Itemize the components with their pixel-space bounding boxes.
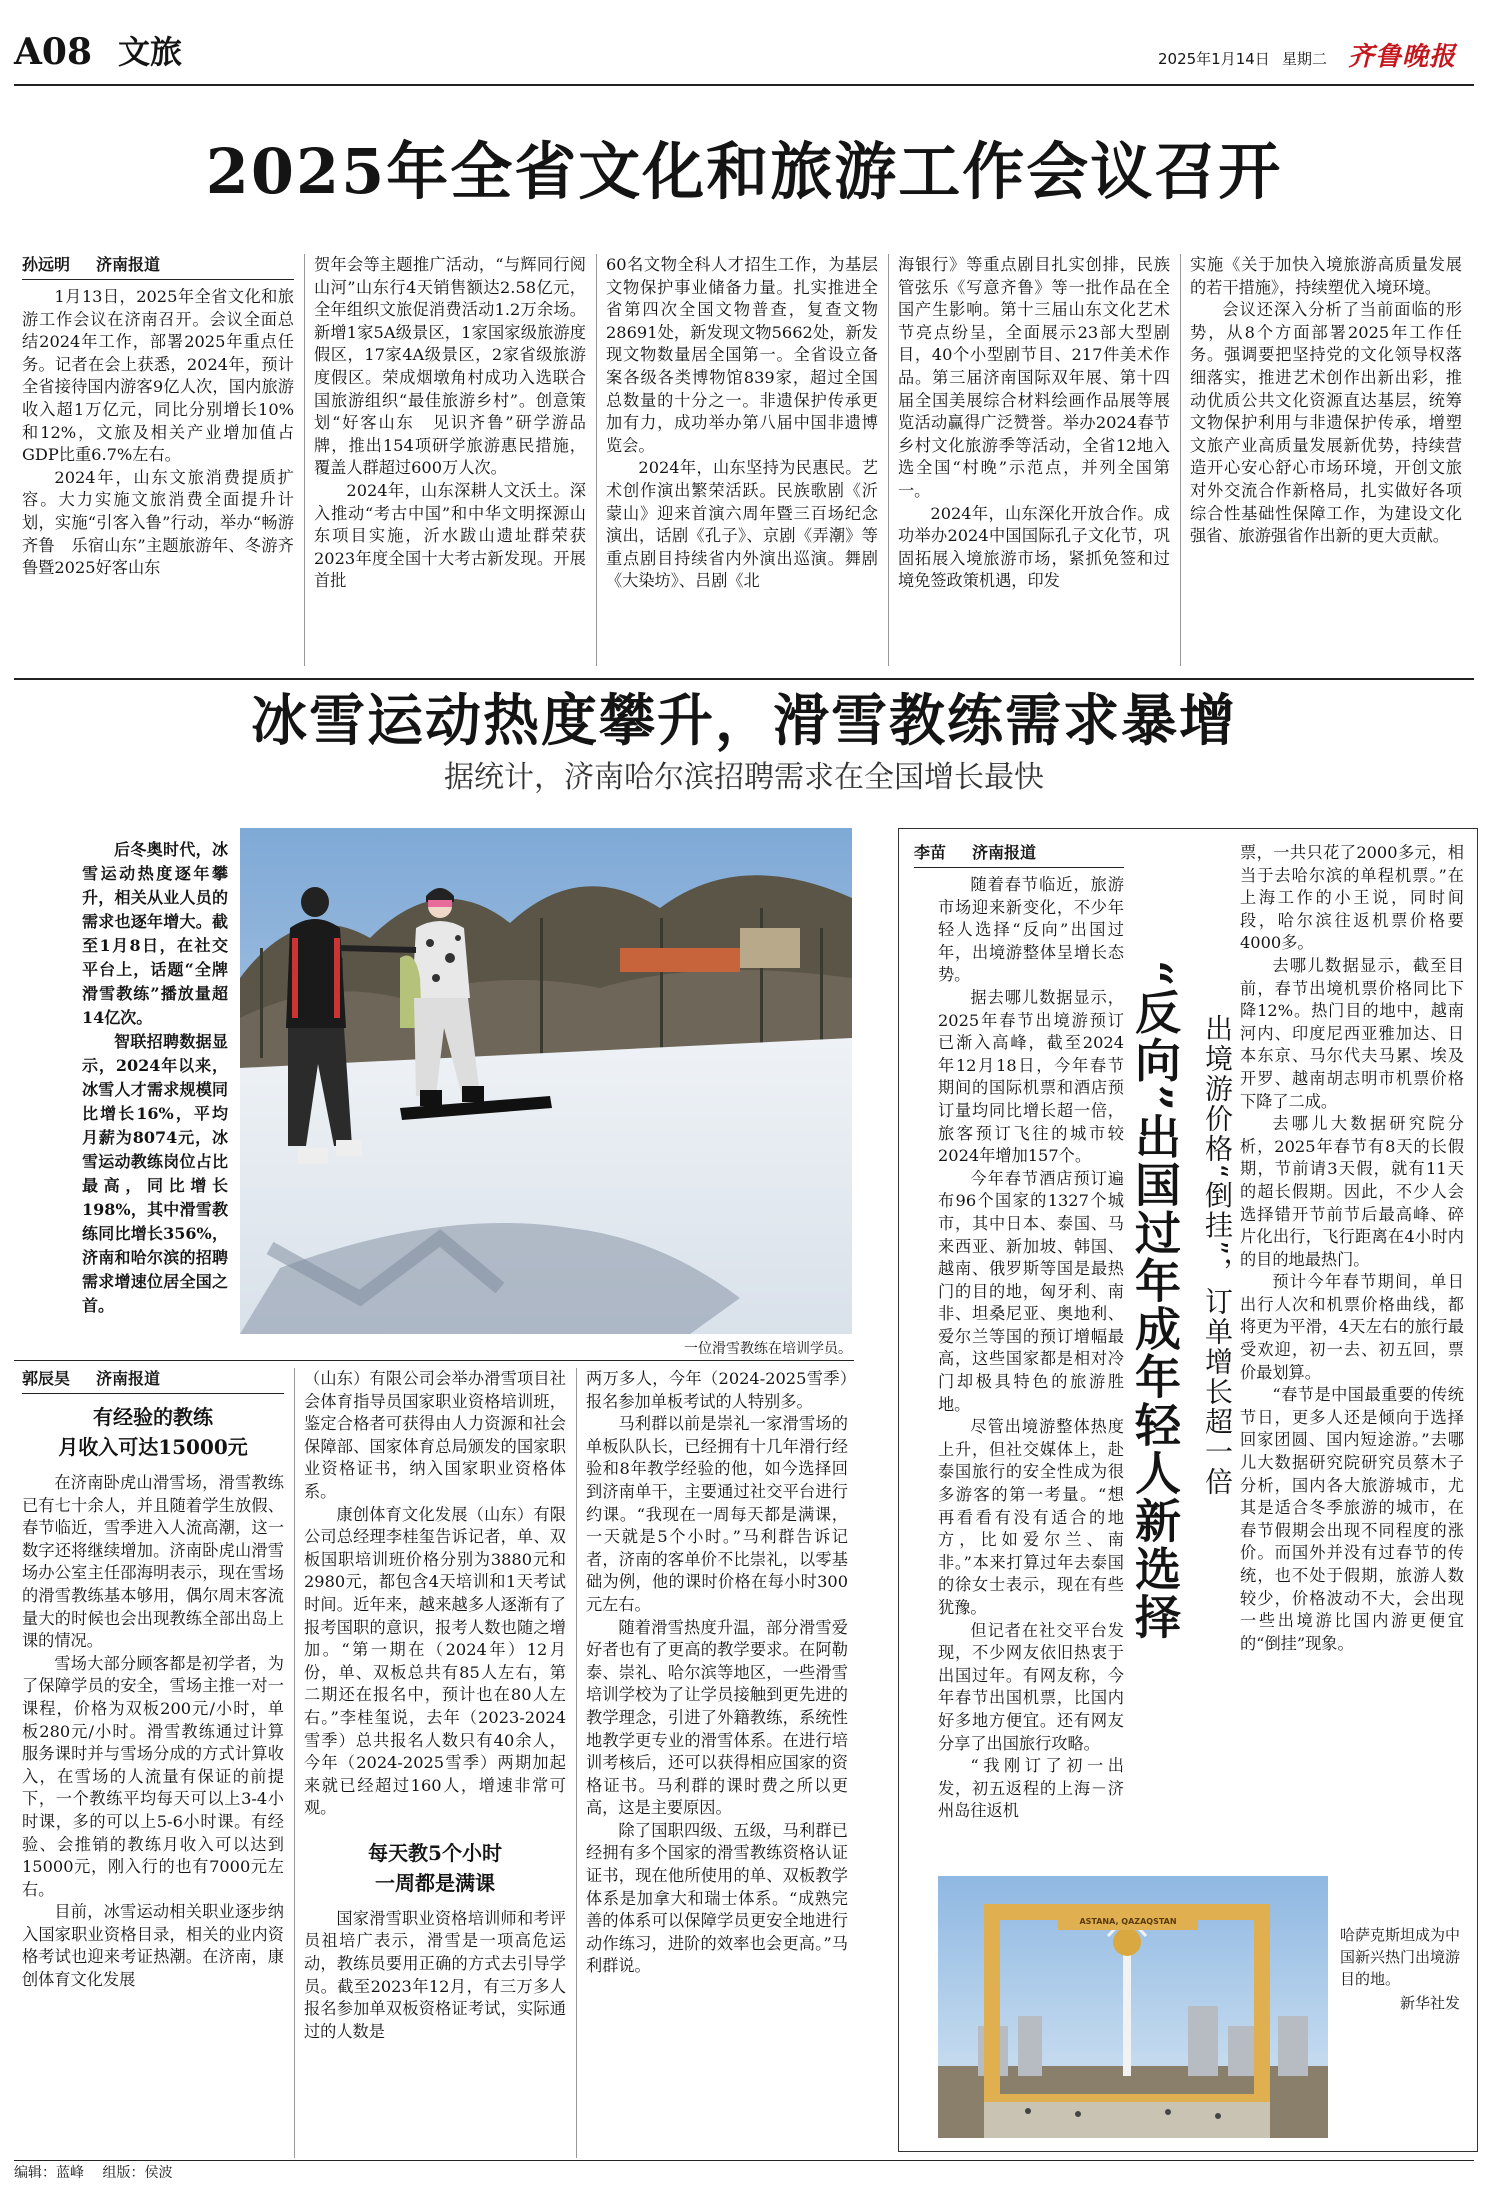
article2-paragraph: （山东）有限公司会举办滑雪项目社会体育指导员国家职业资格培训班，鉴定合格者可获得由人力资源和社会保障部、国家体育总局颁发的国家职业资格证书，纳入国家职业资格体系。 xyxy=(304,1369,566,1501)
ski-photo-caption: 一位滑雪教练在培训学员。 xyxy=(684,1341,852,1357)
article3-paragraph: “我刚订了初一出发，初五返程的上海－济州岛往返机 xyxy=(938,1756,1124,1821)
ski-photo xyxy=(240,828,852,1334)
article1-paragraph: 2024年，山东深化开放合作。成功举办2024中国国际孔子文化节，巩固拓展入境旅游市场，紧抓免签和过境免签政策机遇，印发 xyxy=(898,503,1170,591)
footer-credits xyxy=(14,2164,172,2182)
article2-column-1 xyxy=(22,1368,284,2158)
article2-paragraph: 目前，冰雪运动相关职业逐步纳入国家职业资格目录，相关的业内资格考试也迎来考证热潮。在济南，康创体育文化发展 xyxy=(22,1902,284,1990)
article2-headline: 冰雪运动热度攀升，滑雪教练需求暴增 xyxy=(251,688,1237,754)
subheading-line: 月收入可达15000元 xyxy=(58,1435,248,1459)
article3-byline xyxy=(914,842,1124,868)
article1-column-3 xyxy=(606,254,878,674)
issue-date: 2025年1月14日 xyxy=(1158,50,1270,68)
subheading-line: 一周都是满课 xyxy=(375,1870,495,1895)
layout-name: 侯波 xyxy=(144,2165,173,2181)
article3-paragraph: 去哪儿数据显示，截至目前，春节出境机票价格同比下降12%。热门目的地中，越南河内、印度尼西亚雅加达、日本东京、马尔代夫马累、埃及开罗、越南胡志明市机票价格下降了二成。 xyxy=(1240,955,1464,1111)
subheading-line: 有经验的教练 xyxy=(93,1405,213,1429)
article3-paragraph: 今年春节酒店预订遍布96个国家的1327个城市，其中日本、泰国、马来西亚、新加坡、韩国、越南、俄罗斯等国是最热门的目的地，匈牙利、南非、坦桑尼亚、奥地利、爱尔兰等国的预订增幅最高，这些国家都是相对冷门却极具特色的旅游胜地。 xyxy=(938,1168,1124,1414)
column-divider xyxy=(1180,254,1181,666)
article2-lead-paragraph: 后冬奥时代，冰雪运动热度逐年攀升，相关从业人员的需求也逐年增大。截至1月8日，在社交平台上，话题“全牌滑雪教练”播放量超14亿次。 xyxy=(82,840,228,1027)
article2-paragraph: 除了国职四级、五级，马利群已经拥有多个国家的滑雪教练资格认证证书，现在他所使用的单、双板教学体系是加拿大和瑞士体系。“成熟完善的体系可以保障学员更安全地进行动作练习，进阶的效率也会更高。”马利群说。 xyxy=(586,1820,848,1976)
article1-paragraph: 海银行》等重点剧目扎实创排，民族管弦乐《写意齐鲁》等一批作品在全国产生影响。第十三届山东文化艺术节亮点纷呈，全面展示23部大型剧目，40个小型剧节目、217件美术作品。第三届济南国际双年展、第十四届全国美展综合材料绘画作品展等展览活动赢得广泛赞誉。举办2024春节乡村文化旅游季等活动，全省12地入选全国“村晚”示范点，并列全国第一。 xyxy=(898,255,1170,500)
section-rule xyxy=(14,678,1474,680)
article1-outlet: 济南报道 xyxy=(96,255,161,274)
article1-paragraph: 实施《关于加快入境旅游高质量发展的若干措施》，持续塑优入境环境。 xyxy=(1190,255,1462,297)
article1-author: 孙远明 xyxy=(22,255,71,274)
article2-paragraph: 在济南卧虎山滑雪场，滑雪教练已有七十余人，并且随着学生放假、春节临近，雪季进入人流高潮，这一数字还将继续增加。济南卧虎山滑雪场办公室主任邵海明表示，现在雪场的滑雪教练基本够用，偶尔周末客流量大的时候也会出现教练全部出岛上课的情况。 xyxy=(22,1473,284,1651)
astana-photo-caption xyxy=(1340,1924,1460,2014)
article3-paragraph: 据去哪儿数据显示，2025年春节出境游预订已渐入高峰，截至2024年12月18日，今年春节期间的国际机票和酒店预订量均同比增长超一倍，旅客预订飞往的城市较2024年增加157个。 xyxy=(938,987,1124,1166)
article3-column-2 xyxy=(1240,842,1464,1866)
caption-text: 哈萨克斯坦成为中国新兴热门出境游目的地。 xyxy=(1340,1926,1461,1988)
article2-body-rule xyxy=(14,1360,854,1361)
article2-outlet: 济南报道 xyxy=(96,1369,161,1388)
article1-paragraph: 2024年，山东深耕人文沃土。深入推动“考古中国”和中华文明探源山东项目实施，沂水跋山遗址群荣获2023年度全国十大考古新发现。开展首批 xyxy=(314,480,586,591)
article1-column-4 xyxy=(898,254,1170,674)
article1-column-5 xyxy=(1190,254,1462,674)
paper-logo: 齐鲁晚报 xyxy=(1348,42,1457,72)
column-divider xyxy=(304,254,305,666)
article1-headline: 2025年全省文化和旅游工作会议召开 xyxy=(205,135,1283,208)
article1-column-1 xyxy=(22,254,294,674)
article3-author: 李苗 xyxy=(914,843,947,862)
article2-paragraph: 雪场大部分顾客都是初学者，为了保障学员的安全，雪场主推一对一课程，价格为双板200元/小时，单板280元/小时。滑雪教练通过计算服务课时并与雪场分成的方式计算收入，在雪场的人流量有保证的前提下，一个教练平均每天可以上3-4小时课，多的可以上5-6小时课。有经验、会推销的教练月收入可以达到15000元，刚入行的也有7000元左右。 xyxy=(22,1653,284,1899)
article2-author: 郭辰昊 xyxy=(22,1369,71,1388)
article1-paragraph: 贺年会等主题推广活动，“与辉同行阅山河”山东行4天销售额达2.58亿元，全年组织文旅促消费活动1.2万余场。新增1家5A级景区，1家国家级旅游度假区，17家4A级景区，2家省级旅游度假区。荣成烟墩角村成功入选联合国旅游组织“最佳旅游乡村”。创意策划“好客山东 见识齐鲁”研学游品牌，推出154项研学旅游惠民措施，覆盖人群超过600万人次。 xyxy=(314,255,586,478)
article1-paragraph: 60名文物全科人才招生工作，为基层文物保护事业储备力量。扎实推进全省第四次全国文物普查，复查文物28691处，新发现文物5662处，新发现文物数量居全国第一。全省设立备案各级各类博物馆839家，超过全国总数量的十分之一。非遗保护传承更加有力，成功举办第八届中国非遗博览会。 xyxy=(606,255,878,455)
article2-subheading-1 xyxy=(22,1402,284,1462)
article2-subhead: 据统计，济南哈尔滨招聘需求在全国增长最快 xyxy=(444,760,1044,795)
article3-column-1 xyxy=(914,842,1124,1866)
article2-paragraph: 康创体育文化发展（山东）有限公司总经理李桂玺告诉记者，单、双板国职培训班价格分别为3880元和2980元，都包含4天培训和1天考试时间。近年来，越来越多人逐渐有了报考国职的意识，报考人数也随之增加。“第一期在（2024年）12月份，单、双板总共有85人左右，第二期还在报名中，预计也在80人左右。”李桂玺说，去年（2023-2024雪季）总共报名人数只有40余人，今年（2024-2025雪季）两期加起来就已经超过160人，增速非常可观。 xyxy=(304,1504,566,1818)
article2-paragraph: 随着滑雪热度升温，部分滑雪爱好者也有了更高的教学要求。在阿勒泰、崇礼、哈尔滨等地区，一些滑雪培训学校为了让学员接触到更先进的教学理念，引进了外籍教练，系统性地教学更专业的滑雪体系。在进行培训考核后，还可以获得相应国家的资格证书。马利群的课时费之所以更高，这是主要原因。 xyxy=(586,1617,848,1818)
photo-credit: 新华社发 xyxy=(1399,1994,1460,2012)
editor-name: 蓝峰 xyxy=(56,2165,84,2181)
article2-column-3 xyxy=(586,1368,848,2158)
astana-photo xyxy=(938,1876,1328,2138)
article2-paragraph: 两万多人，今年（2024-2025雪季）报名参加单板考试的人特别多。 xyxy=(586,1369,848,1411)
article3-paragraph: 但记者在社交平台发现，不少网友依旧热衷于出国过年。有网友称，今年春节出国机票，比国内好多地方便宜。还有网友分享了出国旅行攻略。 xyxy=(938,1620,1124,1753)
article1-paragraph: 2024年，山东坚持为民惠民。艺术创作演出繁荣活跃。民族歌剧《沂蒙山》迎来首演六周年暨三百场纪念演出，话剧《孔子》、京剧《弄潮》等重点剧目持续省内外演出巡演。舞剧《大染坊》、吕剧《北 xyxy=(606,458,878,591)
section-name: 文旅 xyxy=(118,33,183,71)
article3-paragraph: “春节是中国最重要的传统节日，更多人还是倾向于选择回家团圆、国内短途游。”去哪儿大数据研究院研究员蔡木子分析，国内各大旅游城市，尤其是适合冬季旅游的城市，在春节假期会出现不同程度的涨价。而国外并没有过春节的传统，也不处于假期，旅游人数较少，价格波动不大，会出现一些出境游比国内游更便宜的“倒挂”现象。 xyxy=(1240,1385,1464,1653)
article3-paragraph: 随着春节临近，旅游市场迎来新变化，不少年轻人选择“反向”出国过年，出境游整体呈增长态势。 xyxy=(938,875,1124,985)
header-rule xyxy=(14,84,1474,86)
article1-column-2 xyxy=(314,254,586,674)
editor-label: 编辑： xyxy=(14,2165,56,2181)
article2-subheading-2 xyxy=(304,1838,566,1898)
column-divider xyxy=(576,1368,577,2158)
article1-paragraph: 1月13日，2025年全省文化和旅游工作会议在济南召开。会议全面总结2024年工作，部署2025年重点任务。记者在会上获悉，2024年，预计全省接待国内游客9亿人次，国内旅游收入超1万亿元，同比分别增长10%和12%，文旅及相关产业增加值占GDP比重6.7%左右。 xyxy=(22,287,294,465)
article1-paragraph: 2024年，山东文旅消费提质扩容。大力实施文旅消费全面提升计划，实施“引客入鲁”行动，举办“畅游齐鲁 乐宿山东”主题旅游年、冬游齐鲁暨2025好客山东 xyxy=(22,467,294,578)
footer-rule xyxy=(14,2160,1474,2161)
article2-paragraph: 国家滑雪职业资格培训师和考评员祖培广表示，滑雪是一项高危运动，教练员要用正确的方式去引导学员。截至2023年12月，有三万多人报名参加单双板资格证考试，实际通过的人数是 xyxy=(304,1908,566,2041)
article3-paragraph: 票，一共只花了2000多元，相当于去哈尔滨的单程机票。”在上海工作的小王说，同时间段，哈尔滨往返机票价格要4000多。 xyxy=(1240,843,1464,953)
article3-outlet: 济南报道 xyxy=(972,843,1037,862)
article3-paragraph: 去哪儿大数据研究院分析，2025年春节有8天的长假期，节前请3天假，就有11天的超长假期。因此，不少人会选择错开节前节后最高峰、碎片化出行，飞行距离在4小时内的目的地最热门。 xyxy=(1240,1114,1464,1269)
article1-byline xyxy=(22,254,294,280)
article2-lead-paragraph: 智联招聘数据显示，2024年以来，冰雪人才需求规模同比增长16%，平均月薪为8074元，冰雪运动教练岗位占比最高，同比增长198%，其中滑雪教练同比增长356%，济南和哈尔滨的招聘需求增速位居全国之首。 xyxy=(82,1032,228,1315)
article3-title-main: “反向”出国过年成年轻人新选择 xyxy=(1128,960,1182,1641)
issue-weekday: 星期二 xyxy=(1282,50,1328,68)
column-divider xyxy=(596,254,597,666)
page-number: A08 xyxy=(14,31,93,73)
article2-column-2 xyxy=(304,1368,566,2158)
layout-label: 组版： xyxy=(102,2165,145,2181)
article2-lead xyxy=(82,838,228,1318)
article3-title-side: 出境游价格“倒挂”，订单增长超一倍 xyxy=(1201,1014,1234,1498)
article3-paragraph: 预计今年春节期间，单日出行人次和机票价格曲线，都将更为平滑，4天左右的旅行最受欢迎，初一去、初五回，票价最划算。 xyxy=(1240,1272,1464,1382)
astana-photo-sign: ASTANA, QAZAQSTAN xyxy=(1079,1917,1177,1926)
subheading-line: 每天教5个小时 xyxy=(368,1840,502,1865)
column-divider xyxy=(294,1368,295,2158)
article3-paragraph: 尽管出境游整体热度上升，但社交媒体上，赴泰国旅行的安全性成为很多游客的第一考量。“想再看看有没有适合的地方，比如爱尔兰、南非。”本来打算过年去泰国的徐女士表示，现在有些犹豫。 xyxy=(938,1417,1124,1617)
article1-paragraph: 会议还深入分析了当前面临的形势，从8个方面部署2025年工作任务。强调要把坚持党的文化领导权落细落实，推进艺术创作出新出彩，推动优质公共文化资源直达基层，统筹文物保护利用与非遗保护传承，增塑文旅产业高质量发展新优势，持续营造开心安心舒心市场环境，开创文旅对外交流合作新格局，扎实做好各项综合性基础性保障工作，为建设文化强省、旅游强省作出新的更大贡献。 xyxy=(1190,300,1462,546)
article2-paragraph: 马利群以前是崇礼一家滑雪场的单板队队长，已经拥有十几年滑行经验和8年教学经验的他，如今选择回到济南单干，主要通过社交平台进行约课。“我现在一周每天都是满课，一天就是5个小时。”马利群告诉记者，济南的客单价不比崇礼，以零基础为例，他的课时价格在每小时300元左右。 xyxy=(586,1414,848,1614)
column-divider xyxy=(888,254,889,666)
article2-byline xyxy=(22,1368,284,1394)
